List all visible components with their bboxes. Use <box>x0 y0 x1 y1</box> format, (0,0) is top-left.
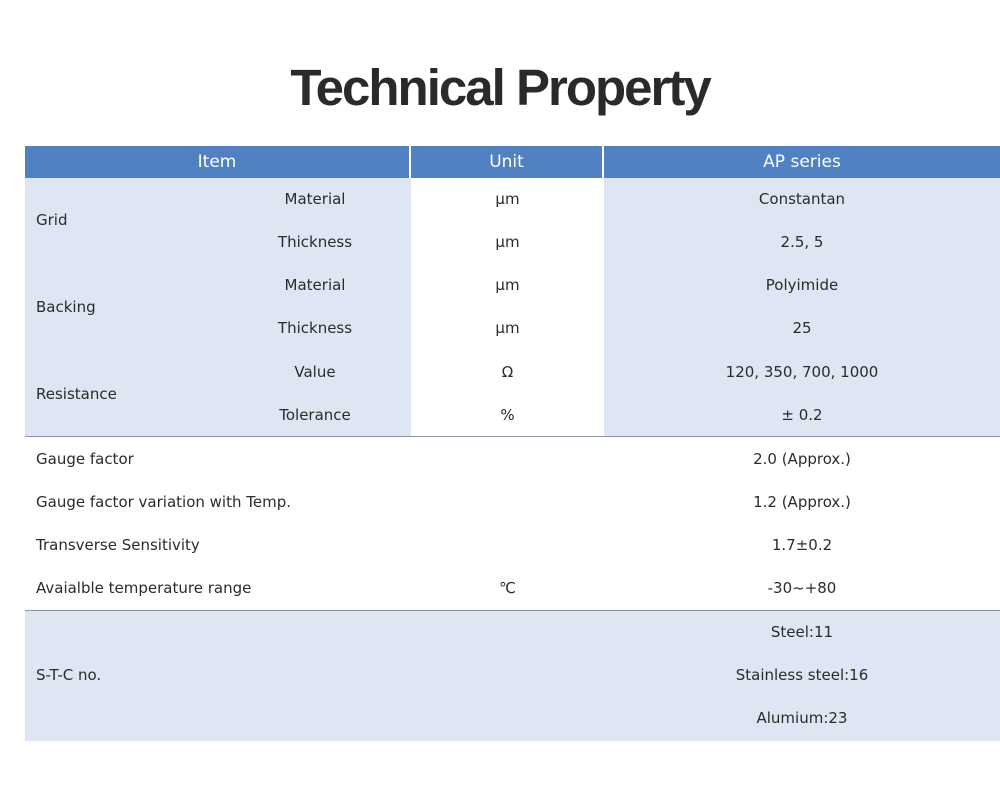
group-label-backing: Backing <box>36 298 96 316</box>
unit-backing-material: μm <box>495 276 520 294</box>
row-label-stc: S-T-C no. <box>36 666 102 684</box>
row-label-gauge-factor: Gauge factor <box>36 450 134 468</box>
unit-grid-thickness: μm <box>495 233 520 251</box>
group-label-resistance: Resistance <box>36 385 117 403</box>
value-resistance-value: 120, 350, 700, 1000 <box>725 363 879 381</box>
value-resistance-tolerance: ± 0.2 <box>781 406 823 424</box>
unit-resistance-tolerance: % <box>500 406 515 424</box>
value-temperature-range: -30~+80 <box>767 579 837 597</box>
sub-label-backing-material: Material <box>284 276 346 294</box>
stc-value-stainless-steel: Stainless steel:16 <box>735 666 869 684</box>
unit-grid-material: μm <box>495 190 520 208</box>
unit-backing-thickness: μm <box>495 319 520 337</box>
page-title: Technical Property <box>290 59 710 116</box>
sub-label-grid-thickness: Thickness <box>277 233 353 251</box>
series-column-shade <box>604 178 1000 436</box>
column-header-item: Item <box>25 146 409 178</box>
section-divider <box>25 436 1000 437</box>
value-grid-thickness: 2.5, 5 <box>780 233 824 251</box>
sub-label-backing-thickness: Thickness <box>277 319 353 337</box>
value-backing-material: Polyimide <box>765 276 839 294</box>
row-label-temperature-range: Avaialble temperature range <box>36 579 252 597</box>
sub-label-resistance-tolerance: Tolerance <box>279 406 351 424</box>
column-header-ap-series: AP series <box>604 146 1000 178</box>
sub-label-resistance-value: Value <box>294 363 336 381</box>
unit-resistance-value: Ω <box>501 363 514 381</box>
sub-label-grid-material: Material <box>284 190 346 208</box>
unit-temperature-range: ℃ <box>499 579 516 597</box>
column-header-unit: Unit <box>411 146 602 178</box>
stc-value-steel: Steel:11 <box>770 623 834 641</box>
value-gauge-factor: 2.0 (Approx.) <box>753 450 851 468</box>
value-transverse-sensitivity: 1.7±0.2 <box>771 536 833 554</box>
group-label-grid: Grid <box>36 211 68 229</box>
row-label-transverse-sensitivity: Transverse Sensitivity <box>36 536 200 554</box>
value-gauge-factor-variation: 1.2 (Approx.) <box>753 493 851 511</box>
row-label-gauge-factor-variation: Gauge factor variation with Temp. <box>36 493 291 511</box>
stc-value-alumium: Alumium:23 <box>756 709 848 727</box>
value-backing-thickness: 25 <box>792 319 812 337</box>
value-grid-material: Constantan <box>758 190 846 208</box>
